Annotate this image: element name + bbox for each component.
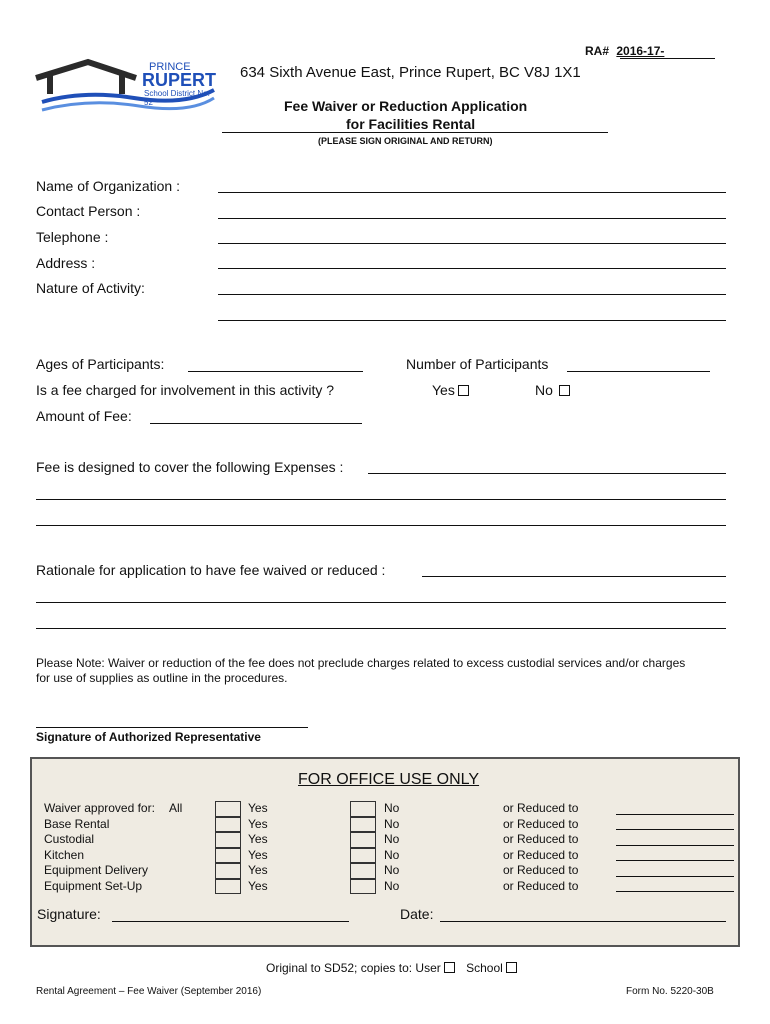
office-use-panel [30, 757, 740, 947]
yes-checkbox-column [215, 801, 241, 894]
reduced-label: or Reduced to [503, 832, 579, 846]
expenses-label: Fee is designed to cover the following Expenses : [36, 459, 344, 475]
no-checkbox[interactable] [350, 817, 376, 833]
yes-checkbox[interactable] [215, 801, 241, 817]
title-rule [222, 132, 608, 133]
waiver-label-row [44, 801, 182, 817]
ages-field[interactable] [188, 371, 363, 372]
number-label: Number of Participants [406, 356, 549, 372]
yes-label: Yes [248, 847, 268, 862]
ages-label: Ages of Participants: [36, 356, 165, 372]
expenses-field-2[interactable] [36, 499, 726, 500]
form-title-line2: for Facilities Rental [346, 116, 476, 132]
yes-checkbox[interactable] [215, 863, 241, 879]
rationale-field-3[interactable] [36, 628, 726, 629]
reduced-field[interactable] [616, 845, 734, 846]
no-label: No [384, 801, 400, 815]
no-checkbox-column [350, 801, 376, 894]
reduced-label: or Reduced to [503, 847, 579, 862]
copies-text: Original to SD52; copies to: User [266, 961, 441, 975]
expenses-field-3[interactable] [36, 525, 726, 526]
reduced-field[interactable] [616, 814, 734, 815]
yes-label-column [248, 801, 268, 894]
user-checkbox-icon[interactable] [444, 962, 455, 973]
no-label: No [384, 847, 400, 862]
office-date-field[interactable] [440, 921, 726, 922]
logo-district-text: School District No. 52 [144, 89, 210, 107]
office-signature-label: Signature: [37, 906, 101, 922]
office-date-label: Date: [400, 906, 434, 922]
logo-prince-text: PRINCE [149, 61, 191, 73]
reduced-label: or Reduced to [503, 801, 579, 815]
footer-left: Rental Agreement – Fee Waiver (September 2016) [36, 986, 262, 997]
yes-label: Yes [248, 816, 268, 831]
office-items-list [44, 801, 182, 894]
footer-right: Form No. 5220-30B [626, 986, 714, 997]
address-field[interactable] [218, 268, 726, 269]
no-checkbox[interactable] [350, 863, 376, 879]
office-item: Base Rental [44, 816, 110, 831]
office-item: Custodial [44, 832, 95, 846]
amount-field[interactable] [150, 423, 362, 424]
no-label-column [384, 801, 399, 894]
organization-field[interactable] [218, 192, 726, 193]
yes-checkbox[interactable] [215, 848, 241, 864]
reduced-label: or Reduced to [503, 816, 579, 831]
fee-yes-label: Yes [432, 382, 455, 398]
rep-signature-field[interactable] [36, 727, 308, 728]
telephone-field[interactable] [218, 243, 726, 244]
note-line1: Please Note: Waiver or reduction of the fee does not preclude charges related to excess custodial services and/or charges [36, 656, 686, 670]
yes-checkbox[interactable] [215, 832, 241, 848]
yes-label: Yes [248, 863, 268, 877]
no-checkbox[interactable] [350, 801, 376, 817]
fee-charged-label: Is a fee charged for involvement in this activity ? [36, 382, 335, 398]
office-title: FOR OFFICE USE ONLY [298, 771, 480, 788]
no-checkbox[interactable] [350, 848, 376, 864]
yes-checkbox[interactable] [215, 879, 241, 895]
address-label: Address : [36, 255, 96, 271]
activity-label: Nature of Activity: [36, 280, 145, 296]
office-signature-field[interactable] [112, 921, 349, 922]
office-item: Equipment Set-Up [44, 878, 143, 893]
reduced-field[interactable] [616, 876, 734, 877]
reduced-label: or Reduced to [503, 878, 579, 893]
contact-field[interactable] [218, 218, 726, 219]
reduced-field[interactable] [616, 829, 734, 830]
form-subtitle: (PLEASE SIGN ORIGINAL AND RETURN) [318, 136, 493, 146]
district-logo [34, 58, 219, 120]
no-label: No [384, 816, 400, 831]
rationale-field-2[interactable] [36, 602, 726, 603]
no-label: No [384, 878, 400, 893]
amount-label: Amount of Fee: [36, 408, 132, 424]
ra-line[interactable] [620, 58, 715, 59]
fee-yes-option[interactable] [432, 382, 469, 398]
school-checkbox-icon[interactable] [506, 962, 517, 973]
form-title-line1: Fee Waiver or Reduction Application [284, 98, 528, 114]
district-address: 634 Sixth Avenue East, Prince Rupert, BC V8J 1X1 [240, 64, 581, 81]
no-label: No [384, 863, 400, 877]
expenses-field[interactable] [368, 473, 726, 474]
fee-no-label: No [535, 382, 553, 398]
waiver-label: Waiver approved for: [44, 801, 155, 815]
no-label: No [384, 832, 400, 846]
activity-field[interactable] [218, 294, 726, 295]
no-checkbox[interactable] [350, 879, 376, 895]
rep-signature-label: Signature of Authorized Representative [36, 730, 261, 744]
reduced-label: or Reduced to [503, 863, 579, 877]
rationale-field[interactable] [422, 576, 726, 577]
office-item: Kitchen [44, 847, 85, 862]
copies-line [266, 961, 517, 975]
yes-label: Yes [248, 832, 268, 846]
fee-no-option[interactable] [535, 382, 570, 398]
contact-label: Contact Person : [36, 203, 141, 219]
reduced-field[interactable] [616, 860, 734, 861]
reduced-field[interactable] [616, 891, 734, 892]
office-item: Equipment Delivery [44, 863, 149, 877]
organization-label: Name of Organization : [36, 178, 180, 194]
checkbox-icon[interactable] [559, 385, 570, 396]
rationale-label: Rationale for application to have fee waived or reduced : [36, 562, 386, 578]
waiver-all: All [168, 801, 183, 815]
reduced-label-column [503, 801, 578, 894]
checkbox-icon[interactable] [458, 385, 469, 396]
activity-field-2[interactable] [218, 320, 726, 321]
ra-label: RA# 2016-17- [585, 44, 665, 58]
number-field[interactable] [567, 371, 710, 372]
yes-label: Yes [248, 801, 268, 815]
school-text: School [466, 961, 503, 975]
logo-rupert-text: RUPERT [142, 70, 217, 90]
no-checkbox[interactable] [350, 832, 376, 848]
telephone-label: Telephone : [36, 229, 109, 245]
yes-checkbox[interactable] [215, 817, 241, 833]
yes-label: Yes [248, 878, 268, 893]
note-line2: for use of supplies as outline in the procedures. [36, 671, 288, 685]
